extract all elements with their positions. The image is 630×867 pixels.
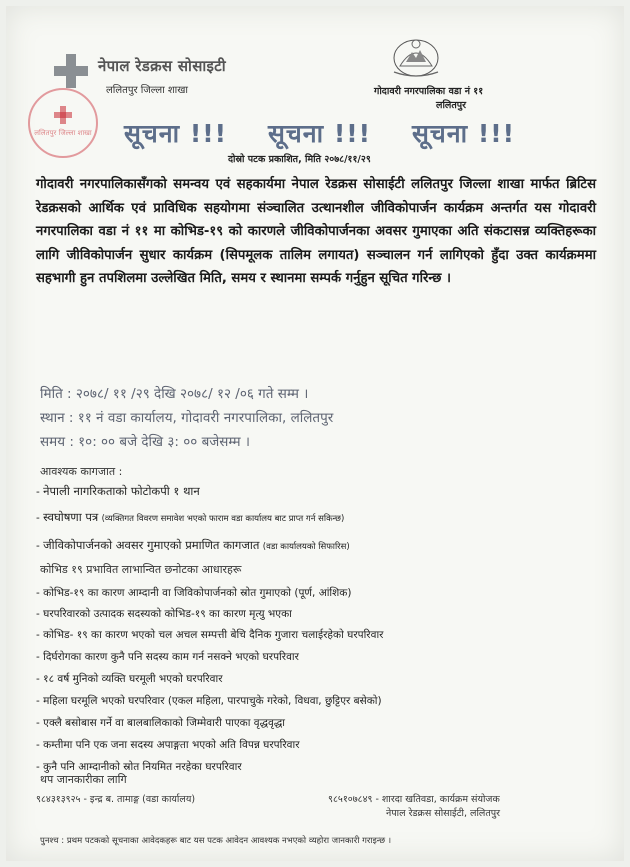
list-item: - कोभिड- १९ का कारण भएको चल अचल सम्पत्ती बेचि दैनिक गुजारा चलाईरहेको घरपरिवार [36,629,384,641]
nepal-government-emblem-icon [386,32,446,80]
list-item: - नेपाली नागरिकताको फोटोकपी १ थान [36,484,200,498]
title-notice-2: सूचना !!! [268,119,372,148]
footnote: पुनश्च : प्रथम पटकको सूचनाका आवेदकहरू बाट यस पटक आवेदन आवश्यक नभएको व्यहोरा जानकारी गराइन्छ । [40,836,392,846]
municipality-name: गोदावरी नगरपालिका वडा नं ११ [374,86,484,97]
contact-heading: थप जानकारीका लागि [40,773,127,786]
list-item: - एक्लै बसोबास गर्ने वा बालबालिकाको जिम्मेवारी पाएका वृद्धवृद्धा [36,717,285,729]
title-notice-3: सूचना !!! [412,119,516,148]
event-place: स्थान : ११ नं वडा कार्यालय, गोदावरी नगरपालिका, ललितपुर [40,410,334,426]
list-item: - कम्तीमा पनि एक जना सदस्य अपाङ्गता भएको अति विपन्न घरपरिवार [36,739,300,751]
list-item: - दिर्घरोगका कारण कुनै पनि सदस्य काम गर्न नसक्ने भएको घरपरिवार [36,651,299,663]
org-branch: ललितपुर जिल्ला शाखा [106,85,189,96]
org-name: नेपाल रेडक्रस सोसाइटी [98,57,226,75]
list-item: - घरपरिवारको उत्पादक सदस्यको कोभिड-१९ का कारण मृत्यु भएका [36,608,292,620]
list-item: - कुनै पनि आम्दानीको स्रोत नियमित नरहेका घरपरिवार [36,761,242,773]
list-item: - महिला घरमूलि भएको घरपरिवार (एकल महिला, पारपाचुके गरेको, विधवा, छुट्टिएर बसेको) [36,695,382,707]
contact-coordinator: ९८५१०७८४९ - शारदा खतिवडा, कार्यक्रम संयोजक [328,794,500,805]
red-cross-logo-icon [54,54,88,88]
municipality-place: ललितपुर [436,100,467,111]
list-item: - जीविकोपार्जनको अवसर गुमाएको प्रमाणित कागजात (वडा कार्यालयको सिफारिस) [36,538,350,552]
list-item: - कोभिड-१९ का कारण आम्दानी वा जिविकोपार्जनको स्रोत गुमाएको (पूर्ण, आंशिक) [36,587,352,599]
contact-ward-office: ९८४३१३९२५ - इन्द्र ब. तामाङ्ग (वडा कार्यालय) [36,794,196,805]
notice-title [36,116,596,146]
title-notice-1: सूचना !!! [124,119,228,148]
criteria-heading: कोभिड १९ प्रभावित लाभान्वित छनोटका आधारहरू [40,563,242,576]
documents-heading: आवश्यक कागजात : [40,465,123,478]
publication-date: दोस्रो पटक प्रकाशित, मिति २०७८/११/२९ [228,154,371,165]
seal-text: ललितपुर जिल्ला शाखा [34,129,92,137]
intro-paragraph: गोदावरी नगरपालिकासँगको समन्वय एवं सहकार्यमा नेपाल रेडक्रस सोसाईटी ललितपुर जिल्ला शाखा मार्फत ब्रिटिस रेडक्रसको आर्थिक एवं प्राविधिक सहयोगमा संञ्चालित उत्थानशील जीविकोपार्जन कार्यक्रम अन्तर्गत यस गोदावरी नगरपालिका वडा नं ११ मा कोभिड-१९ को कारणले जीविकोपार्जनका अवसर गुमाएका अति संकटासन्न व्यक्तिहरूका लागि जीविकोपार्जन सुधार कार्यक्रम (सिपमूलक तालिम लगायत) सञ्चालन गर्न लागिएको हुँदा उक्त कार्यक्रममा सहभागी हुन तपशिलमा उल्लेखित मिति, समय र स्थानमा सम्पर्क गर्नुहुन सूचित गरिन्छ । [36,177,596,286]
event-date: मिति : २०७८/ ११ /२९ देखि २०७८/ १२ /०६ गते सम्म । [40,386,309,402]
contact-coordinator-org: नेपाल रेडक्रस सोसाईटी, ललितपुर [386,808,501,819]
list-item: - १८ वर्ष मुनिको व्यक्ति घरमूली भएको घरपरिवार [36,673,223,685]
event-time: समय : १०: ०० बजे देखि ३: ०० बजेसम्म । [40,434,250,450]
notice-page [6,6,624,861]
list-item: - स्वघोषणा पत्र (व्यक्तिगत विवरण समावेश भएको फाराम वडा कार्यालय बाट प्राप्त गर्न सकिन्छ) [36,510,345,524]
event-details [40,382,600,454]
